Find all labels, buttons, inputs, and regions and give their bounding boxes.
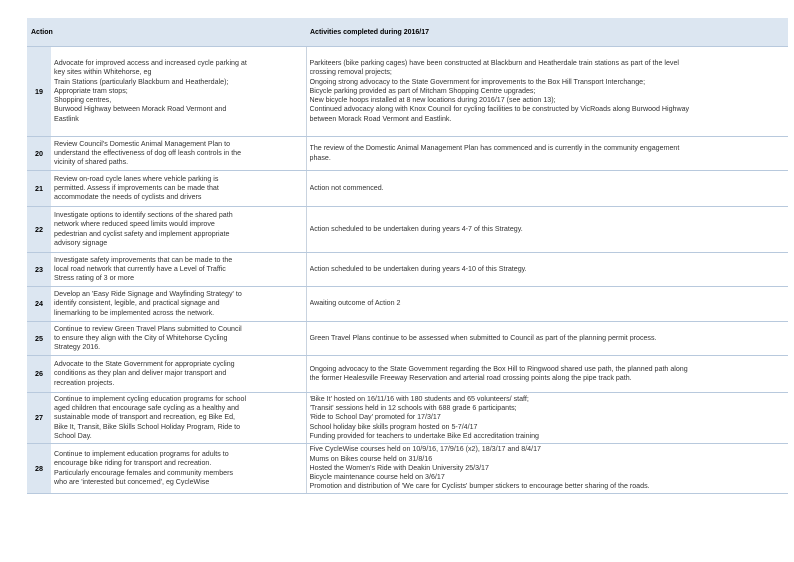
activity-text-line: 'Bike It' hosted on 16/11/16 with 180 students and 65 volunteers/ staff; [309,394,529,403]
action-text-line: Strategy 2016. [54,343,101,352]
activity-text-line: Green Travel Plans continue to be assessed when submitted to Council as part of the planning permit process. [309,333,657,342]
activity-description [306,287,788,322]
action-text-line: understand the effectiveness of dog off leash controls in the [54,148,242,157]
action-description [51,444,306,494]
action-number: 23 [27,253,51,287]
activity-text-line: Awaiting outcome of Action 2 [309,299,401,308]
action-text-line: Review on-road cycle lanes where vehicle parking is [54,174,219,183]
activity-description [306,393,788,444]
action-text-line: Investigate options to identify sections of the shared path [54,210,233,219]
action-text-line: permitted. Assess if improvements can be made that [54,183,219,192]
action-text-line: Continue to implement education programs for adults to [54,449,229,458]
activity-text-line: Five CycleWise courses held on 10/9/16, 17/9/16 (x2), 18/3/17 and 8/4/17 [309,445,541,454]
action-text-line: accommodate the needs of cyclists and drivers [54,193,202,202]
activity-description [306,207,788,253]
table-row [27,171,788,207]
activity-text-line: Bicycle parking provided as part of Mitcham Shopping Centre upgrades; [309,86,536,95]
action-number: 24 [27,287,51,322]
action-description [51,137,306,171]
table-row [27,393,788,444]
action-description [51,171,306,207]
action-table [27,18,788,494]
activity-description [306,356,788,393]
action-number: 28 [27,444,51,494]
action-number: 27 [27,393,51,444]
action-text-line: aged children that encourage safe cycling as a healthy and [54,404,239,413]
activity-text-line: School holiday bike skills program hosted on 5-7/4/17 [309,422,478,431]
activity-description [306,444,788,494]
activity-description [306,47,788,137]
action-text-line: local road network that currently have a Level of Traffic [54,264,226,273]
activity-text-line: 'Ride to School Day' promoted for 17/3/17 [309,413,441,422]
activity-text-line: Promotion and distribution of 'We care for Cyclists' bumper stickers to encourage better sharing of the roads. [309,482,650,491]
action-text-line: Advocate to the State Government for appropriate cycling [54,360,235,369]
table-row [27,137,788,171]
action-text-line: Stress rating of 3 or more [54,274,135,283]
action-number: 21 [27,171,51,207]
action-description [51,207,306,253]
activity-text-line: Action scheduled to be undertaken during years 4-10 of this Strategy. [309,264,527,273]
action-number: 25 [27,322,51,356]
action-text-line: sustainable mode of transport and recreation, eg Bike Ed, [54,413,235,422]
activity-text-line: Funding provided for teachers to undertake Bike Ed accreditation training [309,431,540,440]
action-column-header: Action [27,18,306,47]
action-description [51,393,306,444]
action-text-line: advisory signage [54,238,108,247]
action-text-line: identify consistent, legible, and practical signage and [54,299,220,308]
action-text-line: Continue to review Green Travel Plans submitted to Council [54,324,242,333]
action-number: 22 [27,207,51,253]
activity-description [306,253,788,287]
action-text-line: Investigate safety improvements that can be made to the [54,255,233,264]
action-text-line: Bike It, Transit, Bike Skills School Holiday Program, Ride to [54,422,241,431]
activity-text-line: Mums on Bikes course held on 31/8/16 [309,454,433,463]
action-text-line: Burwood Highway between Morack Road Vermont and [54,105,227,114]
action-number: 20 [27,137,51,171]
action-text-line: Shopping centres, [54,96,112,105]
action-text-line: to ensure they align with the City of Whitehorse Cycling [54,333,228,342]
action-text-line: key sites within Whitehorse, eg [54,68,152,77]
action-description [51,287,306,322]
activity-text-line: The review of the Domestic Animal Management Plan has commenced and is currently in the community engagement [309,144,680,153]
action-text-line: conditions as they plan and deliver major transport and [54,369,227,378]
table-row [27,444,788,494]
activity-description [306,171,788,207]
table-row [27,253,788,287]
activity-text-line: Hosted the Women's Ride with Deakin University 25/3/17 [309,463,489,472]
activity-text-line: between Morack Road Vermont and Eastlink. [309,114,452,123]
action-text-line: network where reduced speed limits would improve [54,220,215,229]
action-number: 26 [27,356,51,393]
activity-text-line: crossing removal projects; [309,68,392,77]
table-row [27,322,788,356]
action-text-line: Advocate for improved access and increased cycle parking at [54,58,247,67]
table-header-row [27,18,788,47]
action-number: 19 [27,47,51,137]
action-description [51,322,306,356]
action-text-line: encourage bike riding for transport and recreation. [54,459,212,468]
activity-text-line: Ongoing advocacy to the State Government regarding the Box Hill to Ringwood shared use path, the planned path along [309,364,688,373]
table-row [27,287,788,322]
action-description [51,253,306,287]
activity-text-line: the former Healesville Freeway Reservation and arterial road crossing points along the pipe track path. [309,374,632,382]
activity-text-line: phase. [309,153,331,162]
action-text-line: recreation projects. [54,378,115,387]
action-text-line: Continue to implement cycling education programs for school [54,394,247,403]
action-text-line: Develop an 'Easy Ride Signage and Wayfinding Strategy' to [54,290,242,299]
activity-text-line: Continued advocacy along with Knox Council for cycling facilities to be constructed by VicRoads along Burwood Highway [309,105,690,114]
table-row [27,356,788,393]
activity-text-line: Bicycle maintenance course held on 3/6/17 [309,473,445,482]
action-text-line: Eastlink [54,114,79,123]
table-row [27,47,788,137]
activity-text-line: Ongoing strong advocacy to the State Government for improvements to the Box Hill Transport Interchange; [309,77,646,86]
action-text-line: Review Council's Domestic Animal Management Plan to [54,139,231,148]
activity-description [306,137,788,171]
action-description [51,47,306,137]
activity-text-line: Action scheduled to be undertaken during years 4-7 of this Strategy. [309,224,523,233]
action-text-line: pedestrian and cyclist safety and implement appropriate [54,229,230,238]
activity-text-line: Parkiteers (bike parking cages) have been constructed at Blackburn and Heatherdale train stations as part of the level [309,58,679,67]
activity-text-line: Action not commenced. [309,183,384,192]
activity-text-line: New bicycle hoops installed at 8 new locations during 2016/17 (see action 13); [309,96,556,105]
table-body [27,47,788,494]
action-text-line: linemarking to be implemented across the network. [54,308,215,317]
activity-description [306,322,788,356]
table-row [27,207,788,253]
action-text-line: School Day. [54,431,92,440]
activities-column-header: Activities completed during 2016/17 [306,18,788,47]
action-text-line: vicinity of shared paths. [54,158,129,167]
action-description [51,356,306,393]
action-text-line: Particularly encourage females and community members [54,468,233,477]
action-text-line: Appropriate tram stops; [54,86,128,95]
action-text-line: who are 'interested but concerned', eg CycleWise [54,477,210,486]
action-text-line: Train Stations (particularly Blackburn and Heatherdale); [54,77,229,86]
activity-text-line: 'Transit' sessions held in 12 schools with 688 grade 6 participants; [309,404,517,413]
